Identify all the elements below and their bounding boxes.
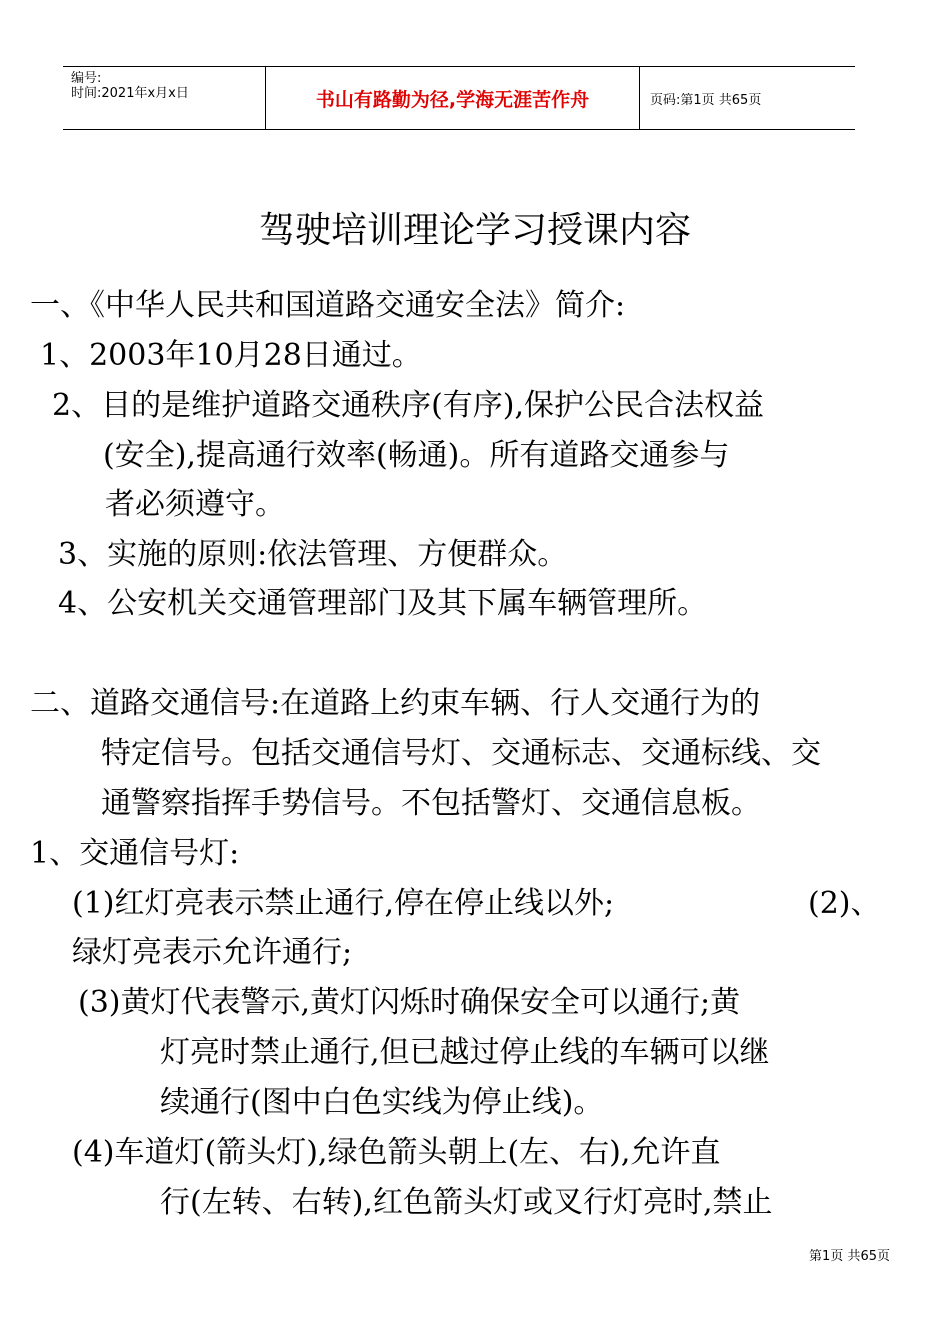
- serial-label: 编号:: [71, 71, 102, 86]
- section-heading-1: 一、《中华人民共和国道路交通安全法》简介:: [30, 288, 626, 323]
- header-page-info: 页码:第1页 共65页: [650, 92, 762, 108]
- text-line: 行(左转、右转),红色箭头灯或叉行灯亮时,禁止: [160, 1185, 773, 1220]
- text-line: (1)红灯亮表示禁止通行,停在停止线以外;: [72, 886, 615, 921]
- document-title: 驾驶培训理论学习授课内容: [258, 210, 691, 251]
- header-motto: 书山有路勤为径,学海无涯苦作舟: [266, 67, 640, 129]
- text-line: 4、公安机关交通管理部门及其下属车辆管理所。: [58, 586, 708, 621]
- text-line: 1、2003年10月28日通过。: [40, 338, 422, 373]
- text-line: (4)车道灯(箭头灯),绿色箭头朝上(左、右),允许直: [72, 1135, 721, 1170]
- subsection-heading: 1、交通信号灯:: [30, 836, 240, 871]
- text-line: 者必须遵守。: [105, 487, 285, 522]
- header-meta: [63, 67, 266, 129]
- text-line: 2、目的是维护道路交通秩序(有序),保护公民合法权益: [52, 388, 765, 423]
- text-line: 通警察指挥手势信号。不包括警灯、交通信息板。: [101, 786, 761, 821]
- text-line: 特定信号。包括交通信号灯、交通标志、交通标线、交: [101, 736, 821, 771]
- section-heading-2: 二、道路交通信号:在道路上约束车辆、行人交通行为的: [30, 686, 761, 721]
- page-header: [63, 66, 855, 130]
- text-line: 续通行(图中白色实线为停止线)。: [160, 1085, 604, 1120]
- page-footer: 第1页 共65页: [809, 1249, 890, 1264]
- text-line: 3、实施的原则:依法管理、方便群众。: [58, 537, 568, 572]
- text-line: (2)、: [808, 886, 881, 921]
- text-line: (安全),提高通行效率(畅通)。所有道路交通参与: [103, 438, 730, 473]
- time-label: 时间:2021年x月x日: [71, 86, 189, 101]
- text-line: (3)黄灯代表警示,黄灯闪烁时确保安全可以通行;黄: [78, 985, 741, 1020]
- text-line: 灯亮时禁止通行,但已越过停止线的车辆可以继: [160, 1035, 770, 1070]
- text-line: 绿灯亮表示允许通行;: [72, 935, 353, 970]
